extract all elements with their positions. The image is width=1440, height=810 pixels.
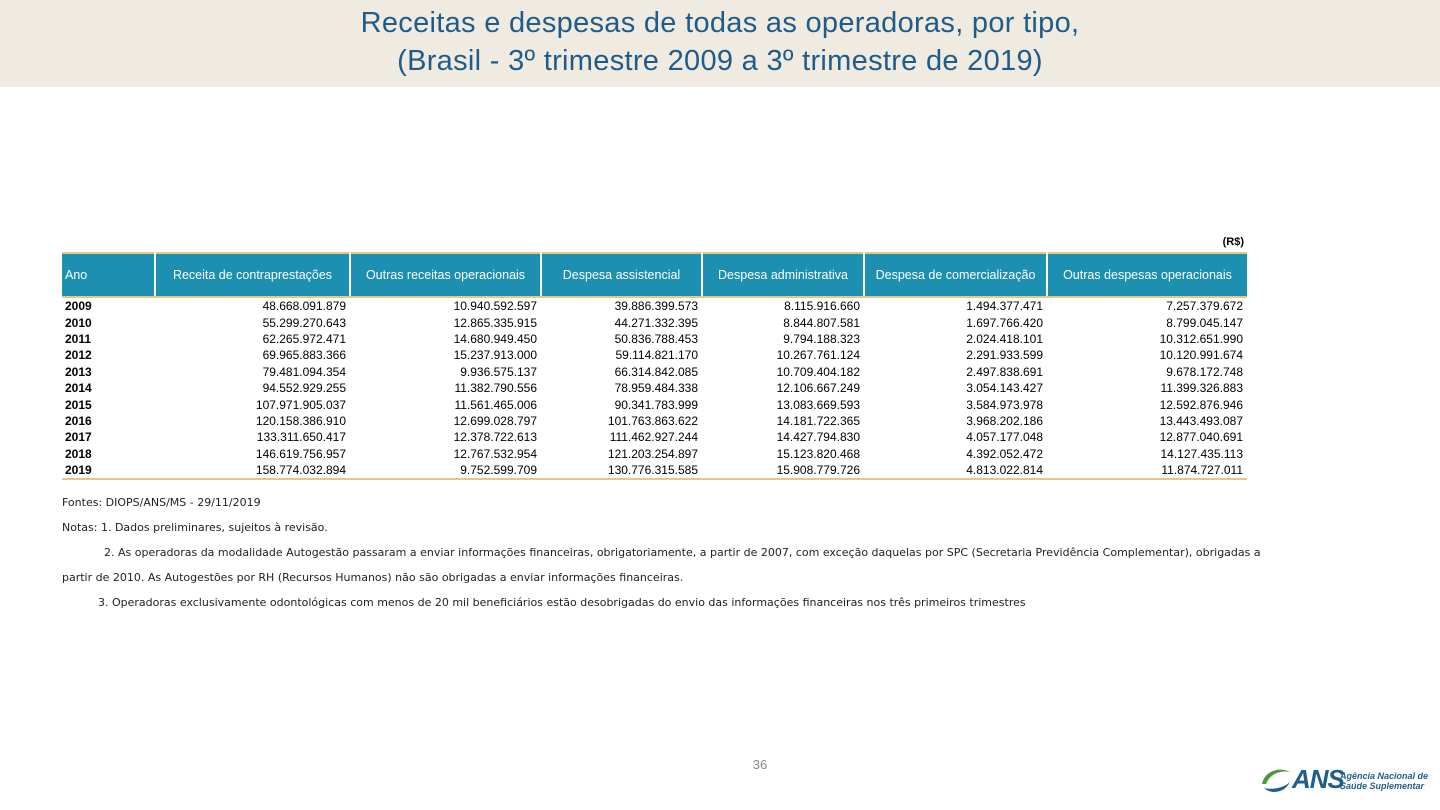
- year-cell: 2011: [65, 331, 92, 346]
- logo-subtitle: [1340, 771, 1428, 791]
- value-cell: 3.968.202.186: [966, 413, 1043, 428]
- value-cell: 9.678.172.748: [1166, 364, 1243, 379]
- table-row: [62, 364, 1247, 380]
- value-cell: 12.592.876.946: [1159, 397, 1243, 412]
- value-cell: 62.265.972.471: [262, 331, 346, 346]
- value-cell: 15.123.820.468: [776, 446, 860, 461]
- column-header: Ano: [62, 253, 155, 297]
- value-cell: 12.106.667.249: [776, 381, 860, 396]
- value-cell: 10.267.761.124: [776, 348, 860, 363]
- value-cell: 90.341.783.999: [614, 397, 698, 412]
- value-cell: 8.799.045.147: [1166, 315, 1243, 330]
- value-cell: 55.299.270.643: [262, 315, 346, 330]
- value-cell: 12.378.722.613: [453, 430, 537, 445]
- value-cell: 39.886.399.573: [614, 299, 698, 314]
- value-cell: 121.203.254.897: [607, 446, 698, 461]
- table-row: [62, 396, 1247, 412]
- value-cell: 101.763.863.622: [607, 413, 698, 428]
- table-row: [62, 297, 1247, 314]
- page-number: 36: [752, 757, 768, 772]
- value-cell: 10.940.592.597: [453, 299, 537, 314]
- table-body: [62, 297, 1247, 479]
- value-cell: 12.865.335.915: [453, 315, 537, 330]
- table-row: [62, 331, 1247, 347]
- year-cell: 2012: [65, 348, 92, 363]
- value-cell: 9.936.575.137: [460, 364, 537, 379]
- logo-text: ANS: [1292, 764, 1344, 794]
- unit-label: (R$): [1222, 236, 1244, 248]
- value-cell: 11.874.727.011: [1047, 462, 1247, 479]
- ans-logo: [1258, 760, 1433, 800]
- column-header: Outras despesas operacionais: [1047, 253, 1247, 297]
- value-cell: 130.776.315.585: [541, 462, 702, 479]
- note-1: Notas: 1. Dados preliminares, sujeitos à revisão.: [62, 521, 328, 534]
- year-cell: 2016: [65, 413, 92, 428]
- value-cell: 2.497.838.691: [966, 364, 1043, 379]
- value-cell: 11.382.790.556: [454, 381, 537, 396]
- value-cell: 15.908.779.726: [702, 462, 864, 479]
- financial-table: [62, 252, 1247, 480]
- table-row: [62, 462, 1247, 479]
- value-cell: 11.561.465.006: [454, 397, 537, 412]
- value-cell: 1.697.766.420: [966, 315, 1043, 330]
- value-cell: 78.959.484.338: [614, 381, 698, 396]
- title-line-1: Receitas e despesas de todas as operadoras, por tipo,: [360, 7, 1080, 39]
- note-3: 3. Operadoras exclusivamente odontológicas com menos de 20 mil beneficiários estão desobrigadas do envio das informações financeiras nos três primeiros trimestres: [98, 596, 1026, 609]
- column-header: Despesa de comercialização: [864, 253, 1047, 297]
- table-row: [62, 380, 1247, 396]
- year-cell: 2018: [65, 446, 92, 461]
- year-cell: 2010: [65, 315, 92, 330]
- value-cell: 12.699.028.797: [453, 413, 537, 428]
- column-header: Outras receitas operacionais: [350, 253, 541, 297]
- value-cell: 14.427.794.830: [776, 430, 860, 445]
- value-cell: 133.311.650.417: [256, 430, 346, 445]
- value-cell: 13.443.493.087: [1159, 413, 1243, 428]
- value-cell: 48.668.091.879: [262, 299, 346, 314]
- value-cell: 2.024.418.101: [966, 331, 1043, 346]
- value-cell: 2.291.933.599: [966, 348, 1043, 363]
- value-cell: 4.057.177.048: [966, 430, 1043, 445]
- table-header-row: [62, 253, 1247, 297]
- table-row: [62, 347, 1247, 363]
- value-cell: 79.481.094.354: [262, 364, 346, 379]
- value-cell: 8.115.916.660: [784, 299, 860, 314]
- value-cell: 1.494.377.471: [966, 299, 1043, 314]
- year-cell: 2014: [65, 381, 92, 396]
- value-cell: 111.462.927.244: [609, 430, 698, 445]
- value-cell: 12.877.040.691: [1159, 430, 1243, 445]
- logo-subtitle-line-1: Agência Nacional de: [1340, 771, 1429, 781]
- value-cell: 44.271.332.395: [614, 315, 698, 330]
- value-cell: 59.114.821.170: [615, 348, 698, 363]
- value-cell: 120.158.386.910: [255, 413, 346, 428]
- note-2-continued: partir de 2010. As Autogestões por RH (Recursos Humanos) não são obrigadas a enviar informações financeiras.: [62, 571, 684, 584]
- logo-subtitle-line-2: Saúde Suplementar: [1340, 781, 1425, 791]
- source-note: Fontes: DIOPS/ANS/MS - 29/11/2019: [62, 496, 261, 509]
- year-cell: 2015: [65, 397, 92, 412]
- value-cell: 8.844.807.581: [783, 315, 860, 330]
- value-cell: 10.312.651.990: [1159, 331, 1243, 346]
- value-cell: 11.399.326.883: [1160, 381, 1243, 396]
- page-title: [0, 4, 1440, 80]
- value-cell: 3.054.143.427: [966, 381, 1043, 396]
- column-header: Despesa administrativa: [702, 253, 864, 297]
- value-cell: 3.584.973.978: [966, 397, 1043, 412]
- value-cell: 146.619.756.957: [255, 446, 346, 461]
- value-cell: 4.392.052.472: [966, 446, 1043, 461]
- value-cell: 4.813.022.814: [864, 462, 1047, 479]
- value-cell: 14.127.435.113: [1160, 446, 1243, 461]
- note-2: 2. As operadoras da modalidade Autogestão passaram a enviar informações financeiras, obrigatoriamente, a partir de 2007, com exceção daquelas por SPC (Secretaria Previdência Complementar), obrigadas a: [104, 546, 1261, 559]
- value-cell: 14.181.722.365: [776, 413, 860, 428]
- year-cell: 2017: [65, 430, 92, 445]
- value-cell: 12.767.532.954: [453, 446, 537, 461]
- table-row: [62, 413, 1247, 429]
- value-cell: 50.836.788.453: [614, 331, 698, 346]
- value-cell: 107.971.905.037: [255, 397, 346, 412]
- value-cell: 9.794.188.323: [783, 331, 860, 346]
- value-cell: 7.257.379.672: [1166, 299, 1243, 314]
- table-row: [62, 429, 1247, 445]
- year-cell: 2013: [65, 364, 92, 379]
- column-header: Despesa assistencial: [541, 253, 702, 297]
- value-cell: 10.709.404.182: [776, 364, 860, 379]
- title-line-2: (Brasil - 3º trimestre 2009 a 3º trimestre de 2019): [397, 45, 1043, 77]
- year-cell: 2009: [65, 299, 92, 314]
- value-cell: 9.752.599.709: [350, 462, 541, 479]
- value-cell: 158.774.032.894: [155, 462, 350, 479]
- value-cell: 66.314.842.085: [614, 364, 698, 379]
- column-header: Receita de contraprestações: [155, 253, 350, 297]
- value-cell: 69.965.883.366: [262, 348, 346, 363]
- value-cell: 10.120.991.674: [1159, 348, 1243, 363]
- ans-logo-icon: [1258, 762, 1294, 798]
- value-cell: 14.680.949.450: [453, 331, 537, 346]
- value-cell: 94.552.929.255: [262, 381, 346, 396]
- value-cell: 13.083.669.593: [776, 397, 860, 412]
- value-cell: 15.237.913.000: [453, 348, 537, 363]
- table-row: [62, 446, 1247, 462]
- year-cell: 2019: [62, 462, 155, 479]
- table-row: [62, 314, 1247, 330]
- notes-section: [62, 490, 1322, 615]
